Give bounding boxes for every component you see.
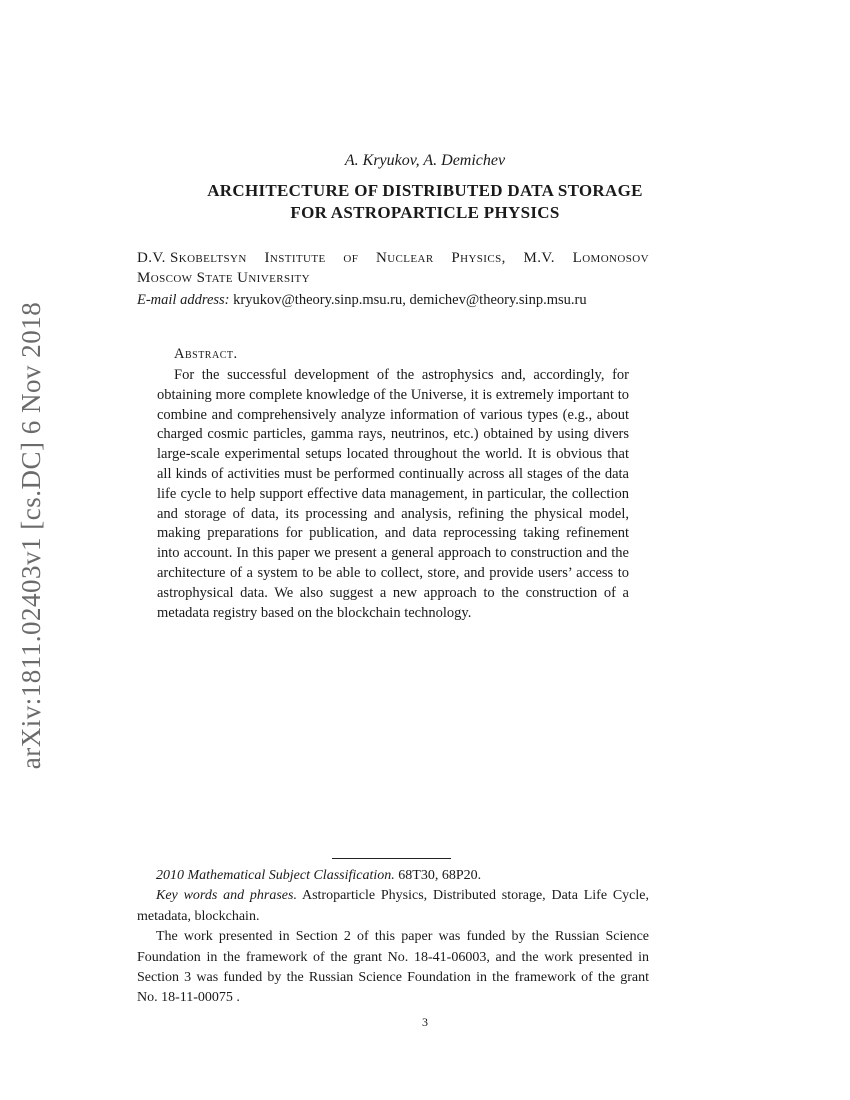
affiliation-word: Nuclear: [375, 250, 434, 266]
abstract-body: For the successful development of the astrophysics and, accordingly, for obtaining more complete knowledge of the Universe, it is extremely important to combine and comprehensively analyze information of various types (e.g., about charged cosmic particles, gamma rays, neutrinos, etc.) obtained by using divers large-scale experimental setups located throughout the world. It is obvious that all kinds of activities must be performed continually across all stages of the data life cycle to help support effective data management, in particular, the collection and storage of data, its processing and analysis, refining the physical model, making preparations for publication, and data reprocessing taking refinement into account. In this paper we present a general approach to construction and the architecture of a system to be able to collect, store, and provide users’ access to astrophysical data. We also suggest a new approach to the construction of a metadata registry based on the blockchain technology.: [157, 367, 629, 621]
paper-title: [0, 180, 850, 224]
affiliation-line-1: [137, 248, 649, 268]
affiliation-word: D.V. Skobeltsyn: [137, 250, 247, 266]
arxiv-identifier: arXiv:1811.02403v1 [cs.DC] 6 Nov 2018: [16, 301, 47, 769]
keywords-value: Astroparticle Physics, Distributed storage, Data Life Cycle, metadata, blockchain.: [137, 888, 649, 924]
email-addresses: [137, 292, 657, 309]
keywords-label: Key words and phrases.: [156, 888, 297, 904]
footnote-rule: [332, 858, 451, 859]
page-number: 3: [422, 1015, 428, 1029]
email-value: kryukov@theory.sinp.msu.ru, demichev@theory.sinp.msu.ru: [229, 292, 587, 308]
msc-footnote: [137, 866, 649, 886]
funding-footnote: The work presented in Section 2 of this paper was funded by the Russian Science Foundation in the framework of the grant No. 18-41-06003, and the work presented in Section 3 was funded by the Russian Science Foundation in the framework of the grant No. 18-11-00075 .: [137, 929, 649, 1006]
footnotes: [137, 866, 649, 1009]
affiliation: [137, 248, 649, 288]
affiliation-word: Physics,: [451, 250, 506, 266]
arxiv-side-stamp: [12, 290, 52, 780]
affiliation-word: of: [343, 250, 359, 266]
abstract-heading: Abstract.: [174, 346, 238, 362]
msc-label: 2010 Mathematical Subject Classification.: [156, 868, 395, 883]
affiliation-word: M.V.: [523, 250, 555, 266]
title-line-1: ARCHITECTURE OF DISTRIBUTED DATA STORAGE: [207, 181, 643, 200]
affiliation-line-2: Moscow State University: [137, 270, 310, 286]
affiliation-word: Lomonosov: [572, 250, 649, 266]
msc-value: 68T30, 68P20.: [394, 868, 482, 883]
affiliation-word: Institute: [264, 250, 326, 266]
keywords-footnote: [137, 886, 649, 927]
title-line-2: FOR ASTROPARTICLE PHYSICS: [290, 203, 560, 222]
email-label: E-mail address:: [137, 292, 230, 308]
authors: A. Kryukov, A. Demichev: [344, 152, 506, 169]
